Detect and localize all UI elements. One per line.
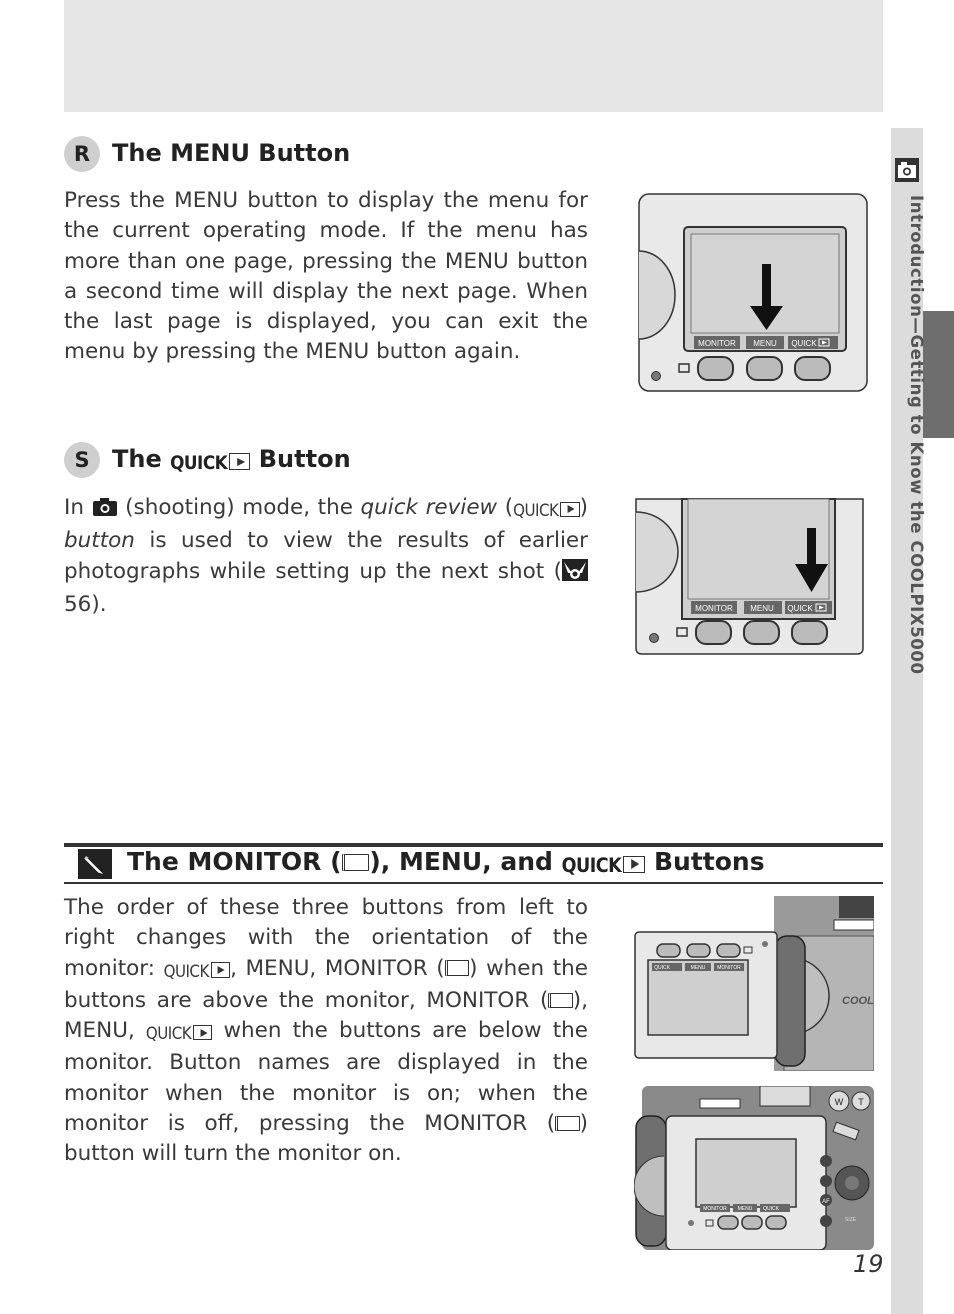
camera-monitor-above-illustration bbox=[634, 896, 874, 1075]
note-paragraph: The order of these three buttons from left to right changes with the orientation of the monitor: QUICK , MENU, MONITOR ( ) when the buttons are above the monitor, MONITOR ( ), MENU, QUICK when the buttons are below the monitor. Button names are displayed in the monitor when the monitor is on; when the monitor is off, pressing the MONITOR ( ) button will turn the monitor on. bbox=[64, 895, 589, 1167]
play-icon bbox=[560, 502, 579, 517]
monitor-label: MONITOR bbox=[703, 1206, 727, 1212]
menu-label: MENU bbox=[750, 604, 774, 613]
play-icon bbox=[623, 856, 645, 874]
quick-label: QUICK bbox=[763, 1206, 779, 1212]
camera-back-illustration-quick bbox=[632, 498, 867, 662]
af-label: AF bbox=[822, 1199, 830, 1205]
quick-icon: QUICK bbox=[170, 447, 250, 475]
chapter-title: Introduction—Getting to Know the COOLPIX5000 bbox=[907, 195, 926, 675]
menu-label: MENU bbox=[690, 965, 706, 971]
monitor-icon bbox=[548, 993, 572, 1008]
brand-label: COOLI bbox=[842, 995, 874, 1007]
monitor-icon bbox=[342, 854, 370, 872]
section-badge-r: R bbox=[64, 136, 100, 172]
menu-term: MENU bbox=[444, 248, 509, 274]
menu-label: MENU bbox=[737, 1206, 753, 1212]
quick-label: QUICK bbox=[787, 604, 813, 613]
monitor-label: MONITOR bbox=[698, 339, 736, 348]
note-title: The MONITOR ( ), MENU, and QUICK Buttons bbox=[127, 847, 765, 877]
menu-term: MENU bbox=[305, 339, 370, 365]
menu-label: MENU bbox=[753, 339, 777, 348]
chapter-tab bbox=[923, 311, 954, 438]
header-band bbox=[64, 0, 883, 112]
page-number: 19 bbox=[853, 1250, 884, 1278]
play-icon bbox=[193, 1025, 212, 1040]
camera-back-full-illustration bbox=[634, 1086, 874, 1254]
menu-term: MENU bbox=[174, 188, 239, 213]
shooting-mode-camera-icon bbox=[92, 496, 118, 526]
play-icon bbox=[211, 962, 230, 977]
menu-paragraph: Press the MENU button to display the menu for the current operating mode. If the menu has more than one page, pressing the MENU button a second time will display the next page. When the last page is displayed, you can exit the menu by pressing the MENU button again. bbox=[64, 188, 588, 365]
size-label: SIZE bbox=[845, 1217, 857, 1223]
zoom-wide-label: W bbox=[834, 1097, 844, 1107]
monitor-label: MONITOR bbox=[695, 604, 733, 613]
section-badge-s: S bbox=[64, 442, 100, 478]
camera-chapter-icon bbox=[895, 158, 919, 182]
play-icon bbox=[229, 453, 250, 470]
section-title-menu: The MENU Button bbox=[112, 139, 351, 167]
quick-paragraph: In (shooting) mode, the quick review (QUICK ) button is used to view the results of earlier photographs while setting up the next shot ( 56). bbox=[64, 495, 588, 617]
monitor-label: MONITOR bbox=[717, 965, 741, 971]
monitor-icon bbox=[445, 960, 469, 975]
note-pencil-icon bbox=[78, 849, 112, 883]
camera-back-illustration-menu bbox=[638, 193, 868, 397]
page-reference-icon bbox=[562, 559, 588, 590]
quick-icon: QUICK bbox=[513, 495, 579, 525]
quick-label: QUICK bbox=[791, 339, 817, 348]
quick-icon: QUICK bbox=[164, 956, 230, 986]
section-title-quick: The QUICK Button bbox=[112, 445, 351, 474]
quick-label: QUICK bbox=[654, 965, 670, 971]
quick-icon: QUICK bbox=[562, 849, 646, 878]
monitor-icon bbox=[555, 1116, 579, 1131]
zoom-tele-label: T bbox=[858, 1097, 864, 1107]
quick-icon: QUICK bbox=[146, 1018, 212, 1048]
note-bottom-rule bbox=[64, 882, 883, 884]
